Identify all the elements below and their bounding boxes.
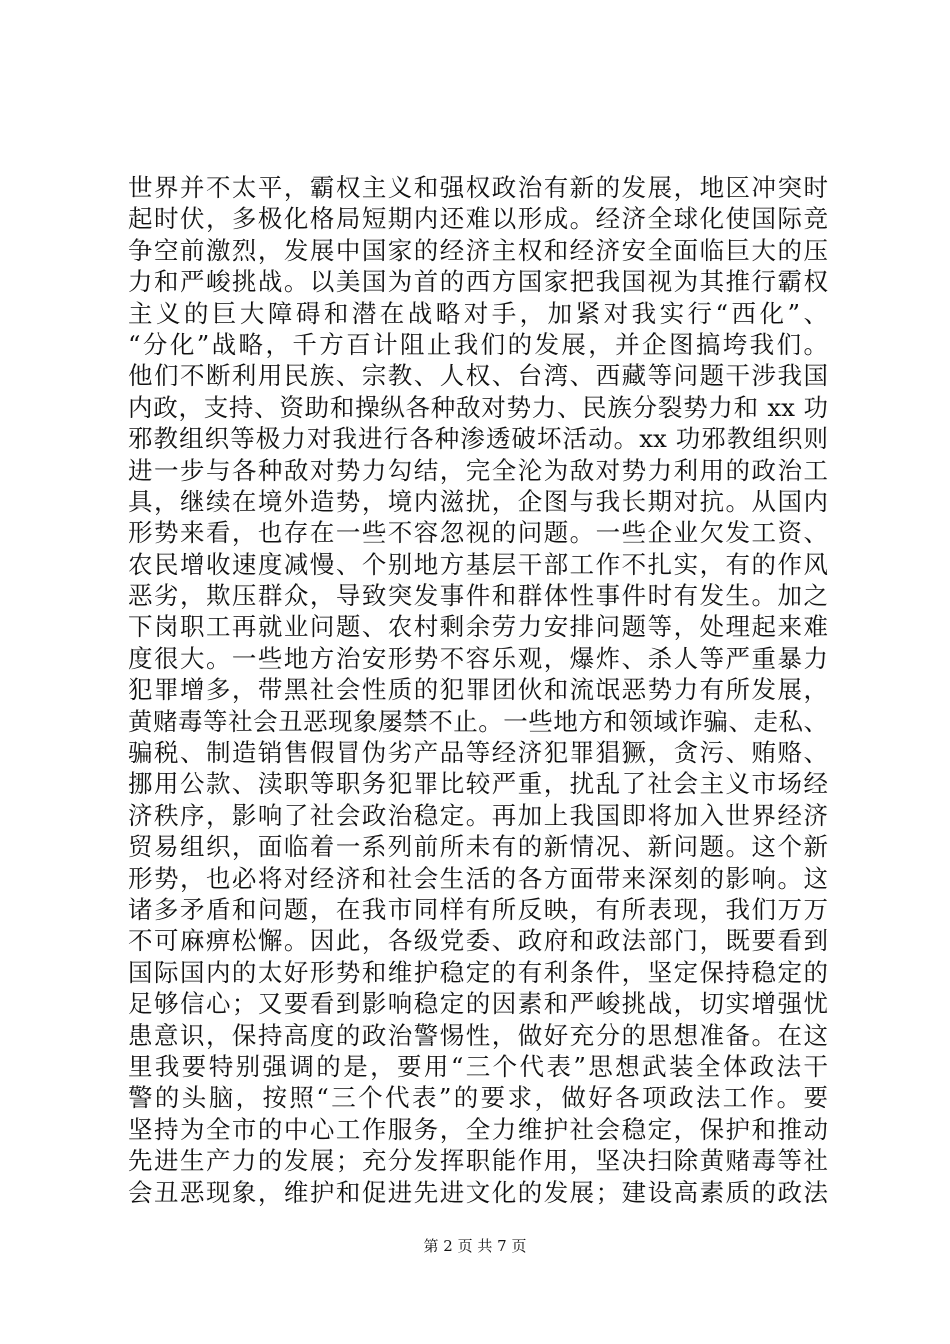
text-line: 农民增收速度减慢、个别地方基层干部工作不扎实，有的作风 [128,549,828,579]
text-line: 坚持为全市的中心工作服务，全力维护社会稳定，保护和推动 [128,1114,828,1144]
text-line: 里我要特别强调的是，要用“三个代表”思想武装全体政法干 [128,1051,828,1081]
text-line: 形势，也必将对经济和社会生活的各方面带来深刻的影响。这 [128,863,828,893]
text-line: 力和严峻挑战。以美国为首的西方国家把我国视为其推行霸权 [128,267,828,297]
text-line: 不可麻痹松懈。因此，各级党委、政府和政法部门，既要看到 [128,926,828,956]
page-footer: 第 2 页 共 7 页 [423,1237,527,1255]
text-line: 会丑恶现象，维护和促进先进文化的发展；建设高素质的政法 [128,1177,828,1207]
text-line: 内政，支持、资助和操纵各种敌对势力、民族分裂势力和 xx 功 [128,392,828,422]
text-line: 起时伏，多极化格局短期内还难以形成。经济全球化使国际竞 [128,204,828,234]
text-line: 济秩序，影响了社会政治稳定。再加上我国即将加入世界经济 [128,800,828,830]
text-line: 贸易组织，面临着一系列前所未有的新情况、新问题。这个新 [128,832,828,862]
text-line: 患意识，保持高度的政治警惕性，做好充分的思想准备。在这 [128,1020,828,1050]
body-text [128,172,828,1208]
text-line: 进一步与各种敌对势力勾结，完全沦为敌对势力利用的政治工 [128,455,828,485]
text-line: 形势来看，也存在一些不容忽视的问题。一些企业欠发工资、 [128,518,828,548]
text-line: 黄赌毒等社会丑恶现象屡禁不止。一些地方和领域诈骗、走私、 [128,706,828,736]
text-line: 具，继续在境外造势，境内滋扰，企图与我长期对抗。从国内 [128,486,828,516]
text-line: 犯罪增多，带黑社会性质的犯罪团伙和流氓恶势力有所发展， [128,675,828,705]
text-line: 邪教组织等极力对我进行各种渗透破坏活动。xx 功邪教组织则 [128,424,828,454]
text-line: 先进生产力的发展；充分发挥职能作用，坚决扫除黄赌毒等社 [128,1146,828,1176]
text-line: 国际国内的太好形势和维护稳定的有利条件，坚定保持稳定的 [128,957,828,987]
text-line: 诸多矛盾和问题，在我市同样有所反映，有所表现，我们万万 [128,894,828,924]
text-line: 主义的巨大障碍和潜在战略对手，加紧对我实行“西化”、 [128,298,828,328]
text-line: 恶劣，欺压群众，导致突发事件和群体性事件时有发生。加之 [128,581,828,611]
text-line: 世界并不太平，霸权主义和强权政治有新的发展，地区冲突时 [128,173,828,202]
text-line: 骗税、制造销售假冒伪劣产品等经济犯罪猖獗，贪污、贿赂、 [128,738,828,768]
text-line: 争空前激烈，发展中国家的经济主权和经济安全面临巨大的压 [128,235,828,265]
text-line: 下岗职工再就业问题、农村剩余劳力安排问题等，处理起来难 [128,612,828,642]
text-line: 警的头脑，按照“三个代表”的要求，做好各项政法工作。要 [128,1083,828,1113]
text-line: 足够信心；又要看到影响稳定的因素和严峻挑战，切实增强忧 [128,989,828,1019]
text-line: 度很大。一些地方治安形势不容乐观，爆炸、杀人等严重暴力 [128,643,828,673]
text-line: 挪用公款、渎职等职务犯罪比较严重，扰乱了社会主义市场经 [128,769,828,799]
text-line: 他们不断利用民族、宗教、人权、台湾、西藏等问题干涉我国 [128,361,828,391]
text-line: “分化”战略，千方百计阻止我们的发展，并企图搞垮我们。 [128,329,828,359]
